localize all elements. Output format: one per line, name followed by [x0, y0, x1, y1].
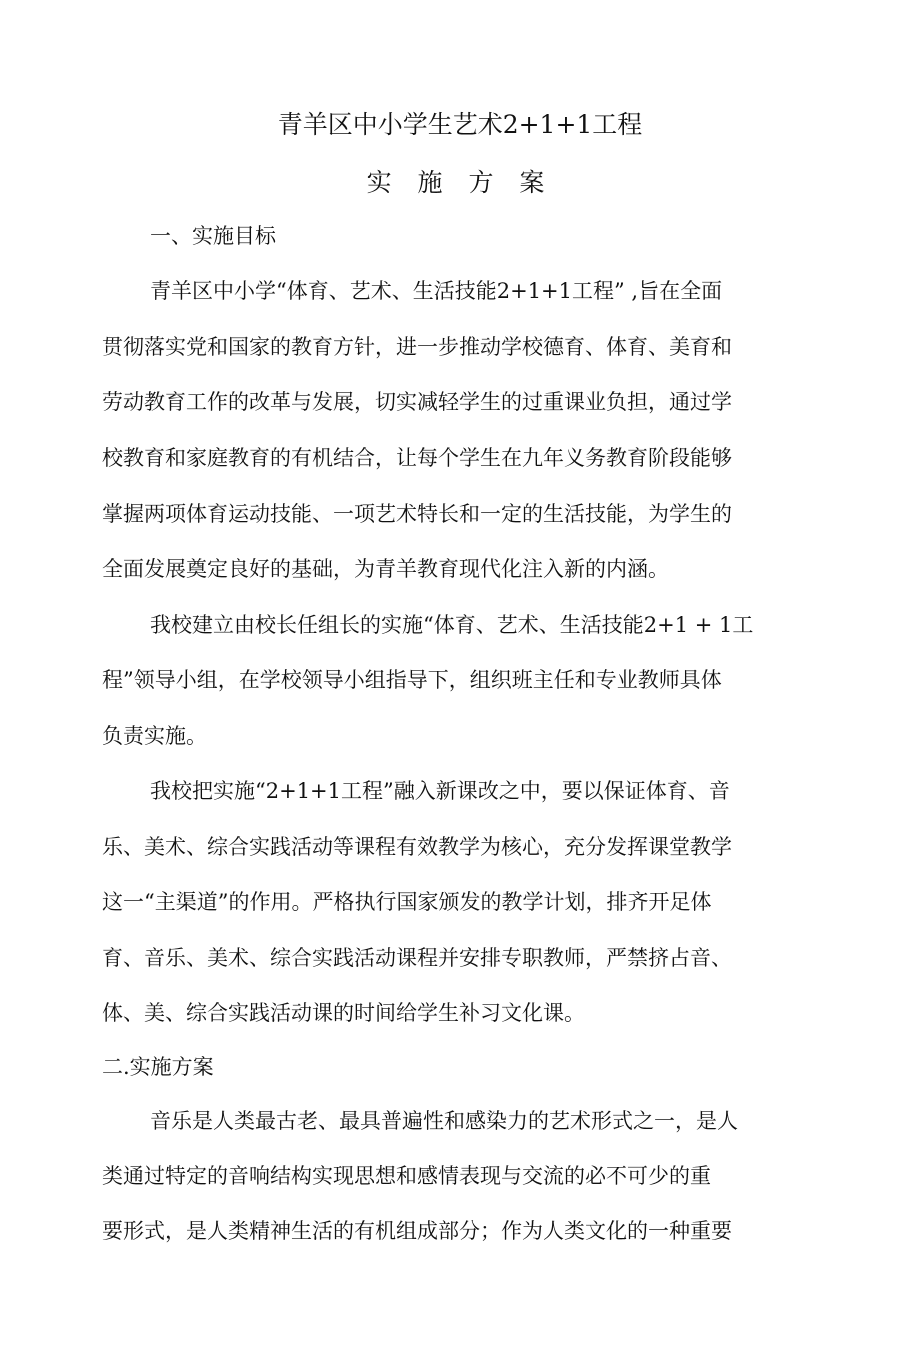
paragraph-line: 青羊区中小学“体育、艺术、生活技能2+1+1工程” ,旨在全面	[150, 279, 723, 303]
paragraph-line: 类通过特定的音响结构实现思想和感情表现与交流的必不可少的重	[102, 1164, 711, 1188]
paragraph-line: 我校建立由校长任组长的实施“体育、艺术、生活技能2+1 + 1工	[150, 613, 754, 637]
paragraph-line: 劳动教育工作的改革与发展，切实减轻学生的过重课业负担，通过学	[102, 390, 732, 414]
paragraph-line: 校教育和家庭教育的有机结合，让每个学生在九年义务教育阶段能够	[102, 446, 732, 470]
section-heading-1: 一、实施目标	[150, 224, 276, 248]
paragraph-line: 我校把实施“2+1+1工程”融入新课改之中，要以保证体育、音	[150, 779, 730, 803]
paragraph-line: 程”领导小组，在学校领导小组指导下，组织班主任和专业教师具体	[102, 668, 722, 692]
paragraph-line: 要形式，是人类精神生活的有机组成部分；作为人类文化的一种重要	[102, 1219, 732, 1243]
paragraph-line: 全面发展奠定良好的基础，为青羊教育现代化注入新的内涵。	[102, 557, 669, 581]
document-title: 青羊区中小学生艺术2+1+1工程	[277, 110, 643, 139]
paragraph-line: 体、美、综合实践活动课的时间给学生补习文化课。	[102, 1001, 585, 1025]
paragraph-line: 育、音乐、美术、综合实践活动课程并安排专职教师，严禁挤占音、	[102, 946, 732, 970]
paragraph-line: 掌握两项体育运动技能、一项艺术特长和一定的生活技能，为学生的	[102, 502, 732, 526]
paragraph-line: 乐、美术、综合实践活动等课程有效教学为核心，充分发挥课堂教学	[102, 835, 732, 859]
section-heading-2: 二.实施方案	[102, 1055, 214, 1079]
paragraph-line: 贯彻落实党和国家的教育方针，进一步推动学校德育、体育、美育和	[102, 335, 732, 359]
paragraph-line: 音乐是人类最古老、最具普遍性和感染力的艺术形式之一，是人	[150, 1109, 738, 1133]
document-subtitle: 实 施 方 案	[366, 168, 554, 197]
paragraph-line: 负责实施。	[102, 724, 207, 748]
paragraph-line: 这一“主渠道”的作用。严格执行国家颁发的教学计划，排齐开足体	[102, 890, 712, 914]
